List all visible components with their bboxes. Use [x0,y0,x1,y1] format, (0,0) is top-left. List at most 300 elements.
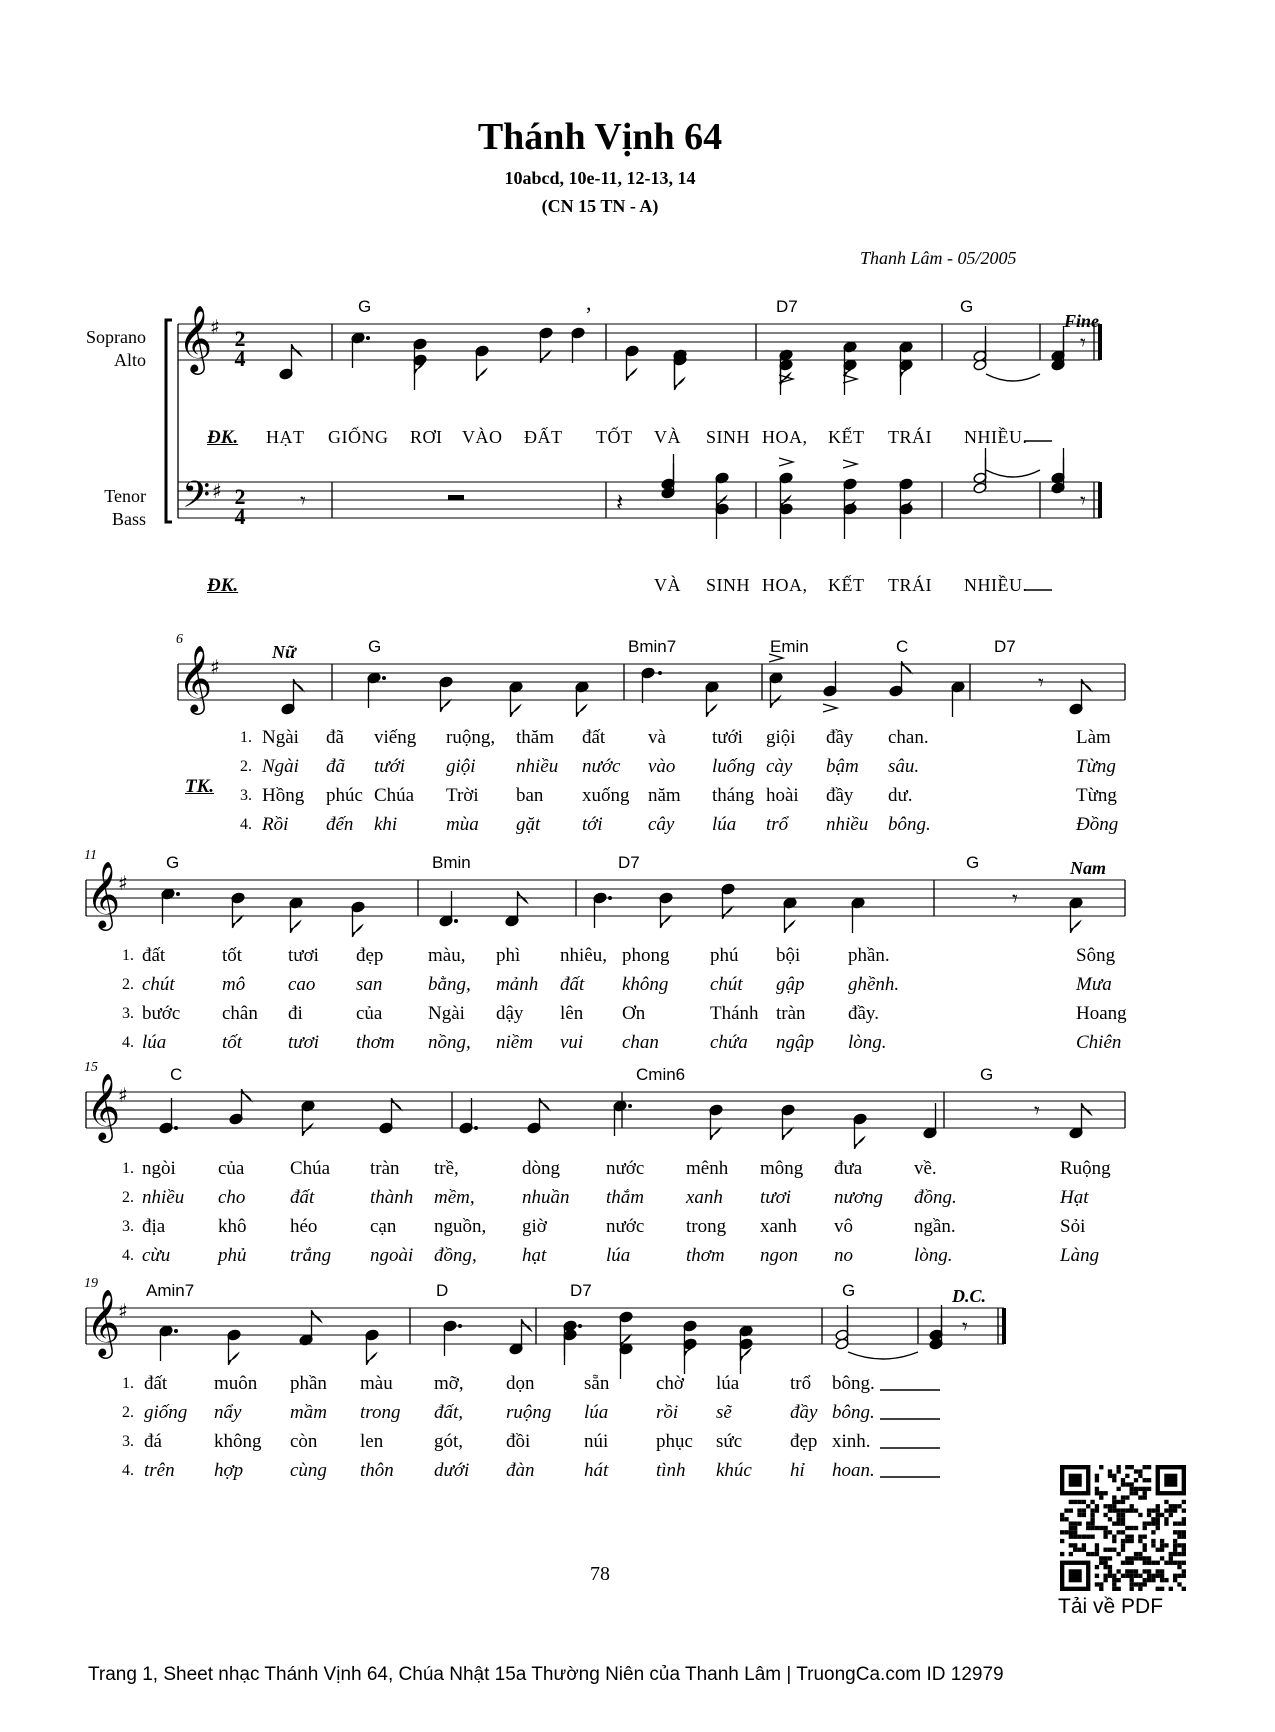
eighth-rest-icon: 𝄾 [1080,489,1086,514]
lyric-word: đất [144,1373,168,1394]
lyric-word: Mưa [1076,974,1112,995]
lyric-word: khô [218,1216,247,1237]
verse-number: 2. [240,758,252,775]
lyric-word: phần [290,1373,327,1394]
note [715,503,729,539]
lyric-word: đầy [826,727,854,748]
lyric-word: RƠI [410,427,443,447]
note [593,892,607,928]
lyric-word: đồng. [914,1187,957,1208]
chord: Cmin6 [636,1065,686,1084]
lyric-word: cao [288,974,316,995]
note [709,1104,723,1140]
note [379,1098,402,1134]
eighth-rest-icon: 𝄾 [1034,1099,1040,1124]
lyric-word: khi [374,814,398,835]
note [527,1098,550,1134]
lyric-word: nhiều [516,756,559,777]
lyric-word: xuống [582,785,630,806]
lyric-word: Ơn [622,1003,646,1024]
lyric-word: dọn [506,1373,535,1394]
voice-label-soprano: Soprano [86,327,146,347]
lyric-word: lòng. [914,1245,953,1266]
lyric-word: lúa [142,1032,167,1053]
note [659,892,673,928]
chord: D [436,1281,449,1300]
lyric-word: ruộng, [446,727,496,748]
lyric-word: đồi [506,1431,531,1452]
note [475,345,489,381]
note [779,503,793,539]
lyric-word: lên [560,1003,584,1024]
measure-number: 15 [84,1060,98,1075]
lyric-word: thăm [516,727,554,748]
lyric-word: cạn [370,1216,397,1237]
verse-number: 3. [122,1433,134,1450]
lyric-word: Từng [1076,756,1116,777]
note [783,897,797,933]
lyric-word: bông. [832,1402,875,1423]
refrain-label-bass: ĐK. [207,575,239,596]
lyric-word: giội [446,756,476,777]
note [899,503,913,539]
lyric-word: còn [290,1431,318,1452]
lyric-word: phục [656,1431,693,1452]
verse-number: 1. [122,1160,134,1177]
lyric-word: KẾT [828,575,865,595]
lyric-word: trong [360,1402,401,1423]
lyric-word: xanh [760,1216,797,1237]
note [1069,897,1083,933]
lyric-word: ban [516,785,544,806]
lyric-word: thơm [356,1032,395,1053]
lyric-word: NHIỀU. [964,427,1028,447]
note [641,667,655,703]
lyric-word: lúa [606,1245,631,1266]
page-footer: Trang 1, Sheet nhạc Thánh Vịnh 64, Chúa Nhật 15a Thường Niên của Thanh Lâm | TruongCa.com ID 12979 [88,1664,1004,1685]
chord: Amin7 [146,1281,195,1300]
key-signature-sharp: ♯ [118,871,128,895]
lyric-word: gặt [516,814,541,835]
chord: G [358,297,372,316]
lyric-word: tươi [288,1032,320,1053]
note [279,344,302,380]
lyric-word: tới [582,814,603,835]
measure-number: 19 [84,1276,98,1291]
download-pdf-link[interactable]: Tải về PDF [1058,1595,1164,1618]
lyric-word: Hạt [1060,1187,1089,1208]
lyric-word: thơm [686,1245,725,1266]
accent-mark [843,460,857,468]
voice-label-alto: Alto [113,350,146,370]
lyric-word: của [356,1003,383,1024]
lyric-word: tưới [712,727,743,748]
lyric-word: NHIỀU. [964,575,1028,595]
note [539,327,553,363]
lyric-word: hát [584,1460,609,1481]
chord: Emin [770,637,809,656]
note [571,327,585,363]
lyric-word: tràn [776,1003,806,1024]
note [563,1329,577,1365]
lyric-word: phì [496,945,521,966]
lyric-word: niềm [496,1032,533,1053]
lyric-word: cùng [290,1460,327,1481]
note [779,472,793,508]
lyric-word: phong [622,945,670,966]
lyric-word: lòng. [848,1032,887,1053]
note [769,672,783,708]
note [613,1100,627,1136]
lyric-word: phú [710,945,739,966]
lyric-word: tươi [760,1187,792,1208]
note [889,661,912,697]
note [619,1343,633,1379]
lyric-word: Đồng [1076,814,1119,835]
lyric-word: đẹp [356,945,384,966]
lyric-word: Ngài [428,1003,465,1024]
refrain-label: ĐK. [207,427,239,448]
measure-number: 11 [84,848,97,863]
lyric-word: đá [144,1431,162,1452]
note [739,1338,753,1374]
lyric-word: hợp [214,1460,244,1481]
lyric-word: hạt [522,1245,547,1266]
lyric-word: tốt [222,945,243,966]
note [227,1329,241,1365]
lyric-word: SINH [706,575,751,595]
lyric-word: năm [648,785,681,806]
section-marker: Nữ [272,642,296,662]
bass-clef-icon: 𝄢 [182,474,211,525]
lyric-word: Ngài [262,727,299,748]
lyric-word: bậm [826,756,859,777]
note [509,1319,532,1355]
lyric-word: đàn [506,1460,535,1481]
verse-staff-4 [86,1308,1004,1344]
lyric-word: tràn [370,1158,400,1179]
lyric-word: phúc [326,785,363,806]
lyric-word: san [356,974,383,995]
lyric-word: cho [218,1187,246,1208]
note [159,1098,173,1134]
key-signature-sharp: ♯ [118,1299,128,1323]
lyric-word: Sỏi [1060,1216,1086,1237]
lyric-word: héo [290,1216,318,1237]
lyric-word: Làm [1076,727,1111,748]
lyric-word: dư. [888,785,913,806]
treble-clef-icon: 𝄞 [86,1288,121,1356]
chord: D7 [994,637,1016,656]
note [715,472,729,508]
lyric-word: phủ [218,1245,247,1266]
fine-marker: Fine [1064,311,1100,331]
lyric-word: trổ [766,814,789,835]
lyric-word: ngần. [914,1216,956,1237]
eighth-rest-icon: 𝄾 [1012,887,1018,912]
lyric-word: trề, [434,1158,459,1179]
lyric-word: gót, [434,1431,464,1452]
tie [986,470,1040,477]
chord: C [896,637,909,656]
time-signature-treble: 2 4 [234,326,246,371]
lyric-word: sẽ [716,1402,732,1423]
note [1069,1103,1092,1139]
note [231,892,245,928]
lyric-word: trổ [790,1373,812,1394]
tie [848,1352,918,1359]
lyric-word: nhiêu, [560,945,607,966]
chord: D7 [776,297,798,316]
treble-clef-icon: 𝄞 [86,860,121,928]
lyric-word: ĐẤT [524,427,563,447]
lyric-word: Hồng [262,785,305,806]
qr-code-icon[interactable] [1060,1465,1186,1591]
lyric-word: lúa [584,1402,609,1423]
lyric-word: nhiều [826,814,869,835]
lyric-word: mùa [446,814,479,835]
lyric-word: dậy [496,1003,524,1024]
lyric-word: tươi [288,945,319,966]
lyric-word: bằng, [428,974,471,995]
lyric-word: dòng [522,1158,560,1179]
lyric-word: no [834,1245,853,1266]
note [351,332,365,368]
lyric-word: đất [560,974,585,995]
note [289,897,303,933]
note [159,1325,173,1361]
lyric-word: Thánh [710,1003,759,1024]
lyric-word: phần. [848,945,890,966]
note [161,888,175,924]
lyric-word: chứa [710,1032,748,1053]
lyric-word: bông. [888,814,931,835]
voice-label-bass: Bass [111,509,146,529]
treble-clef-icon: 𝄞 [178,304,213,372]
refrain-treble-staff [178,324,1100,360]
note [299,1310,322,1346]
lyric-word: tháng [712,785,755,806]
lyric-word: nương [834,1187,884,1208]
lyric-word: bội [776,945,801,966]
tie [986,374,1040,381]
lyric-word: vui [560,1032,584,1053]
lyric-word: tốt [222,1032,243,1053]
lyric-word: rồi [656,1402,679,1423]
measure-number: 6 [176,632,183,647]
lyric-word: đến [326,814,354,835]
song-title: Thánh Vịnh 64 [477,116,723,158]
key-signature-sharp: ♯ [210,315,220,339]
lyric-word: nguồn, [434,1216,487,1237]
lyric-word: không [622,974,669,995]
lyric-word: luống [712,756,756,777]
lyric-word: Ngài [262,756,299,777]
note [625,345,639,381]
refrain-bass-staff [178,482,1100,518]
lyric-word: địa [142,1216,166,1237]
lyric-word: đất [142,945,166,966]
lyric-word: Làng [1060,1245,1100,1266]
lyric-word: nồng, [428,1032,471,1053]
note [899,359,913,395]
lyric-word: HOA, [762,575,808,595]
lyric-word: đầy [790,1402,818,1423]
chord: G [166,853,180,872]
eighth-rest-icon: 𝄾 [962,1315,968,1340]
chord: G [368,637,382,656]
lyric-word: nước [606,1158,645,1179]
key-signature-sharp: ♯ [212,479,222,503]
lyric-word: khúc [716,1460,752,1481]
lyric-word: tình [656,1460,686,1481]
lyric-word: núi [584,1431,609,1452]
composer: Thanh Lâm - 05/2005 [860,248,1017,268]
lyric-word: giống [144,1402,188,1423]
verse-number: 2. [122,1404,134,1421]
verse-number: 3. [240,787,252,804]
lyric-word: mầm [290,1402,327,1423]
note [923,1103,937,1139]
occasion: (CN 15 TN - A) [541,196,659,216]
eighth-rest-icon: 𝄾 [1038,671,1044,696]
lyric-word: hoài [766,785,799,806]
verse-number: 4. [122,1247,134,1264]
verse-number: 1. [122,947,134,964]
lyric-word: Chúa [374,785,415,806]
verse-number: 4. [122,1034,134,1051]
lyric-word: ngoài [370,1245,414,1266]
lyric-word: dưới [434,1460,470,1481]
chord: G [960,297,974,316]
lyric-word: mênh [686,1158,729,1179]
page-number: 78 [590,1563,610,1585]
chord: D7 [570,1281,592,1300]
verse-number: 2. [122,1189,134,1206]
key-signature-sharp: ♯ [210,655,220,679]
lyric-word: HOA, [762,427,808,447]
lyric-word: và [648,727,666,748]
verse-number: 1. [240,729,252,746]
chord: Bmin [432,853,471,872]
lyric-word: VÀ [654,575,681,595]
note [459,1098,473,1134]
lyric-word: đất, [434,1402,464,1423]
lyric-word: cây [648,814,675,835]
note [673,349,687,385]
lyric-word: nhiều [142,1187,185,1208]
chord: G [980,1065,994,1084]
note [619,1311,633,1347]
chord: G [966,853,980,872]
lyric-word: chan. [888,727,929,748]
lyric-word: thôn [360,1460,394,1481]
lyric-word: giội [766,727,796,748]
note [505,891,528,927]
lyric-word: mềm, [434,1187,475,1208]
lyric-word: len [360,1431,384,1452]
note [351,901,365,937]
lyric-word: trong [686,1216,727,1237]
accent-mark [779,458,793,466]
lyric-word: vô [834,1216,853,1237]
verse-number: 4. [240,816,252,833]
note [951,681,965,717]
lyric-word: nước [582,756,621,777]
note [843,503,857,539]
note [509,681,523,717]
chord: D7 [618,853,640,872]
lyric-word: đã [326,727,344,748]
lyric-word: ngon [760,1245,798,1266]
note [705,681,719,717]
lyric-word: nhuần [522,1187,570,1208]
lyric-word: đã [326,756,345,777]
note [367,672,381,708]
note [781,1104,795,1140]
lyric-word: Sông [1076,945,1116,966]
accent-mark [823,704,837,712]
lyric-word: trắng [290,1245,332,1266]
verse-number: 1. [122,1375,134,1392]
lyric-word: TRÁI [888,427,932,447]
note [439,891,453,927]
note [413,354,427,390]
eighth-rest-icon: 𝄾 [300,489,306,514]
lyric-word: xanh [686,1187,723,1208]
lyric-word: của [218,1158,245,1179]
note [721,883,735,919]
verse-number: 3. [122,1218,134,1235]
lyric-word: cày [766,756,793,777]
lyric-word: đầy [826,785,854,806]
eighth-rest-icon: 𝄾 [1080,331,1086,356]
lyric-word: sâu. [888,756,920,777]
lyric-word: giờ [522,1216,547,1237]
note [439,676,453,712]
lyric-word: ngòi [142,1158,176,1179]
chord: C [170,1065,183,1084]
lyric-word: Trời [446,785,479,806]
lyric-word: lúa [712,814,737,835]
lyric-word: ghềnh. [848,974,900,995]
lyric-word: Rồi [262,814,289,835]
key-signature-sharp: ♯ [118,1083,128,1107]
lyric-word: không [214,1431,262,1452]
lyric-word: tưới [374,756,406,777]
lyric-word: chân [222,1003,258,1024]
note [1069,679,1092,715]
lyric-word: nẩy [214,1402,242,1423]
verse-number: 4. [122,1462,134,1479]
lyric-word: TỐT [596,427,633,447]
lyric-word: trên [144,1460,175,1481]
time-signature-bass: 2 4 [234,484,246,529]
chord: Bmin7 [628,637,677,656]
note [365,1329,379,1365]
lyric-word: cừu [142,1245,171,1266]
lyric-word: đất [290,1187,315,1208]
lyric-word: hỉ [790,1460,805,1481]
verse-number: 2. [122,976,134,993]
lyric-word: TRÁI [888,575,932,595]
lyric-word: thắm [606,1187,644,1208]
lyric-word: ruộng [506,1402,552,1423]
section-marker: Nam [1070,858,1106,878]
lyric-word: VÀ [654,427,681,447]
lyric-word: chờ [656,1373,684,1394]
lyric-word: chan [622,1032,659,1053]
